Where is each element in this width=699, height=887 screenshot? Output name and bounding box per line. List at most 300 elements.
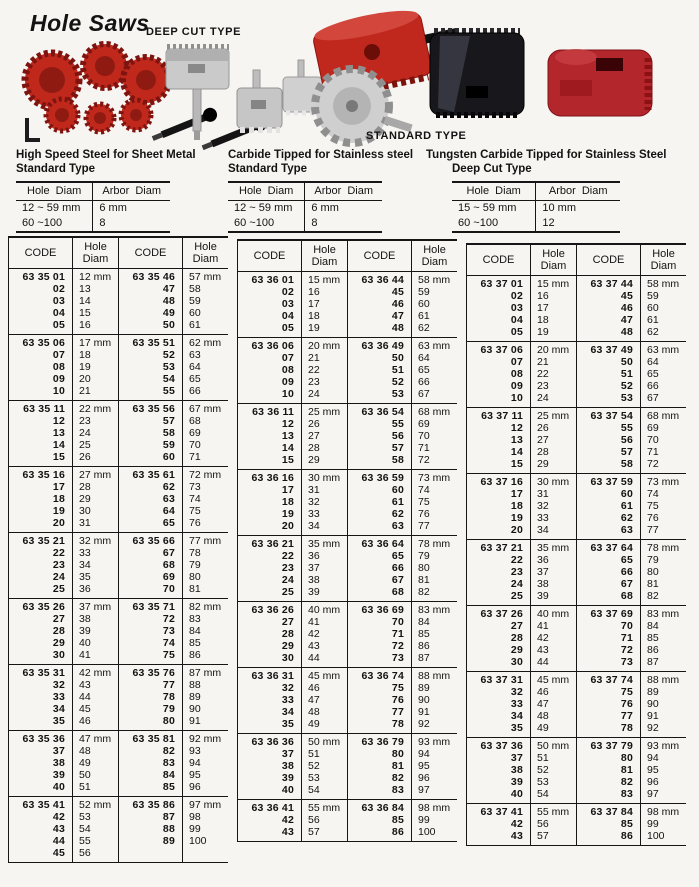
code-value: 63 36 74	[361, 670, 404, 682]
code-value: 35	[52, 715, 65, 727]
code-value: 63 37 16	[480, 476, 523, 488]
diam-value: 25	[79, 439, 91, 451]
hole-diam-cell	[301, 272, 347, 337]
code-value: 47	[162, 283, 175, 295]
diam-value: 45 mm	[537, 674, 570, 686]
code-value: 28	[281, 628, 294, 640]
diam-value: 23	[79, 415, 91, 427]
diam-value: 17	[308, 298, 320, 310]
diam-value: 71	[189, 451, 201, 463]
code-value: 58	[162, 427, 175, 439]
hole-diam-header: Hole Diam	[16, 182, 93, 201]
diam-value: 69	[647, 422, 659, 434]
code-value: 50	[162, 319, 175, 331]
code-value: 63 35 31	[22, 667, 65, 679]
diam-value: 30	[79, 505, 91, 517]
code-value: 63 35 81	[132, 733, 175, 745]
diam-value: 70	[647, 434, 659, 446]
code-value: 03	[52, 295, 65, 307]
code-value: 52	[162, 349, 175, 361]
diam-value: 20 mm	[308, 340, 341, 352]
hole-diam-cell	[182, 467, 228, 532]
diam-value: 94	[418, 748, 430, 760]
code-value: 77	[162, 679, 175, 691]
diam-value: 33	[537, 512, 549, 524]
code-cell	[347, 272, 411, 337]
diam-value: 72 mm	[189, 469, 222, 481]
code-cell	[347, 668, 411, 733]
carbide-tipped-hole-saw-photo	[237, 60, 322, 130]
hole-diam-cell	[301, 536, 347, 601]
code-value: 09	[281, 376, 294, 388]
diam-value: 84	[647, 620, 659, 632]
code-value: 12	[281, 418, 294, 430]
code-column-header: CODE	[466, 245, 530, 275]
code-value: 50	[620, 356, 633, 368]
code-cell	[237, 734, 301, 799]
diam-value: 64	[647, 356, 659, 368]
code-value: 17	[52, 481, 65, 493]
code-value: 63 35 11	[23, 403, 65, 415]
section-high-speed-steel	[16, 148, 228, 233]
hole-range: 60 ~100	[234, 217, 275, 229]
code-value: 83	[391, 784, 404, 796]
code-cell	[576, 804, 640, 845]
diam-value: 13	[79, 283, 91, 295]
code-value: 25	[510, 590, 523, 602]
code-group-2	[466, 342, 686, 408]
diam-value: 68	[189, 415, 201, 427]
diam-value: 35 mm	[537, 542, 570, 554]
hole-diam-cell	[530, 408, 576, 473]
code-value: 63 36 59	[361, 472, 404, 484]
diam-value: 56	[537, 818, 549, 830]
diam-value: 99	[647, 818, 659, 830]
code-value: 08	[281, 364, 294, 376]
diam-value: 100	[418, 826, 436, 838]
diam-value: 50	[79, 769, 91, 781]
code-value: 09	[510, 380, 523, 392]
diam-value: 72	[418, 454, 430, 466]
diam-value: 93 mm	[418, 736, 451, 748]
diam-value: 38	[537, 578, 549, 590]
diam-value: 98 mm	[647, 806, 680, 818]
code-value: 72	[162, 613, 175, 625]
code-value: 63 36 26	[251, 604, 294, 616]
code-value: 63 36 54	[361, 406, 404, 418]
diam-value: 87 mm	[189, 667, 222, 679]
code-value: 49	[162, 307, 175, 319]
code-value: 69	[162, 571, 175, 583]
diam-value: 54	[79, 823, 91, 835]
diam-value: 95	[647, 764, 659, 776]
code-group-9	[466, 804, 686, 846]
code-group-3	[237, 404, 457, 470]
code-value: 22	[281, 550, 294, 562]
diam-value: 50 mm	[537, 740, 570, 752]
diam-value: 47	[537, 698, 549, 710]
arbor-diam-header: Arbor Diam	[93, 182, 170, 201]
arbor-spec-table	[16, 181, 170, 233]
code-value: 43	[52, 823, 65, 835]
section-title: Tungsten Carbide Tipped for Stainless Steel Deep Cut Type	[426, 149, 667, 175]
code-value: 62	[391, 508, 404, 520]
diam-value: 33	[308, 508, 320, 520]
arbor-size: 12	[536, 216, 620, 232]
code-value: 46	[391, 298, 404, 310]
code-value: 53	[391, 388, 404, 400]
diam-value: 96	[189, 781, 201, 793]
code-value: 25	[52, 583, 65, 595]
hole-range: 60 ~100	[458, 217, 499, 229]
diam-value: 35 mm	[308, 538, 341, 550]
code-value: 43	[281, 826, 294, 838]
diam-value: 20 mm	[537, 344, 570, 356]
diam-value: 37	[308, 562, 320, 574]
diam-value: 24	[308, 388, 320, 400]
diam-value: 41	[79, 649, 91, 661]
code-value: 67	[391, 574, 404, 586]
code-value: 57	[391, 442, 404, 454]
diam-value: 15 mm	[537, 278, 570, 290]
code-value: 28	[510, 632, 523, 644]
code-value: 63 37 44	[590, 278, 633, 290]
black-standard-hole-saw-photo	[430, 31, 524, 115]
code-value: 12	[52, 415, 65, 427]
hole-diam-cell	[530, 606, 576, 671]
code-value: 35	[510, 722, 523, 734]
hole-diam-cell	[72, 797, 118, 862]
diam-value: 16	[308, 286, 320, 298]
code-value: 32	[52, 679, 65, 691]
diam-value: 97	[647, 788, 659, 800]
diam-value: 85	[647, 632, 659, 644]
standard-type-label: STANDARD TYPE	[366, 130, 467, 142]
diam-value: 86	[647, 644, 659, 656]
diam-value: 22	[308, 364, 320, 376]
diam-value: 89	[418, 682, 430, 694]
code-value: 63 35 51	[132, 337, 175, 349]
diam-value: 17	[537, 302, 549, 314]
diam-value: 31	[537, 488, 549, 500]
diam-value: 71	[647, 446, 659, 458]
diam-value: 57	[537, 830, 549, 842]
code-value: 17	[281, 484, 294, 496]
section-tungsten-carbide	[426, 148, 699, 233]
hole-diam-cell	[530, 474, 576, 539]
diam-value: 62	[647, 326, 659, 338]
diam-value: 26	[537, 422, 549, 434]
code-value: 71	[620, 632, 633, 644]
code-group-3	[8, 401, 228, 467]
code-cell	[8, 467, 72, 532]
diam-value: 43	[308, 640, 320, 652]
code-value: 19	[510, 512, 523, 524]
diam-value: 56	[308, 814, 320, 826]
diam-value: 92 mm	[189, 733, 222, 745]
diam-value: 36	[79, 583, 91, 595]
code-cell	[466, 474, 530, 539]
code-column-header: CODE	[8, 238, 72, 268]
code-value: 23	[52, 559, 65, 571]
diam-value: 74	[647, 488, 659, 500]
diam-value: 51	[308, 748, 320, 760]
code-value: 63 36 49	[361, 340, 404, 352]
code-block-6337	[466, 243, 686, 846]
code-value: 63 35 16	[22, 469, 65, 481]
diam-value: 51	[79, 781, 91, 793]
code-cell	[237, 602, 301, 667]
diam-value: 100	[189, 835, 207, 847]
diam-value: 39	[79, 625, 91, 637]
diam-value: 78	[189, 547, 201, 559]
diam-value: 45	[79, 703, 91, 715]
code-value: 13	[510, 434, 523, 446]
code-value: 63 35 66	[132, 535, 175, 547]
code-value: 29	[510, 644, 523, 656]
diam-value: 71	[418, 442, 430, 454]
hole-diam-cell	[72, 731, 118, 796]
code-value: 63 36 36	[251, 736, 294, 748]
code-value: 38	[510, 764, 523, 776]
diam-value: 59	[189, 295, 201, 307]
hole-diam-cell	[530, 276, 576, 341]
code-value: 63 36 01	[251, 274, 294, 286]
block-header	[466, 245, 686, 276]
diam-value: 90	[189, 703, 201, 715]
code-cell	[347, 470, 411, 535]
diam-value: 34	[79, 559, 91, 571]
diam-value: 30 mm	[308, 472, 341, 484]
code-value: 83	[162, 757, 175, 769]
diam-value: 41	[308, 616, 320, 628]
code-value: 63 36 44	[361, 274, 404, 286]
code-value: 40	[52, 781, 65, 793]
diam-value: 40 mm	[308, 604, 341, 616]
diam-value: 66	[418, 376, 430, 388]
code-value: 63 37 54	[590, 410, 633, 422]
diam-value: 36	[537, 554, 549, 566]
hole-diam-cell	[72, 269, 118, 334]
code-value: 63 37 41	[480, 806, 523, 818]
diam-value: 96	[418, 772, 430, 784]
code-group-6	[8, 599, 228, 665]
hole-saw-set-photo	[25, 44, 269, 152]
code-value: 02	[510, 290, 523, 302]
code-value: 51	[620, 368, 633, 380]
hole-diam-cell	[411, 338, 457, 403]
code-value: 63 35 71	[132, 601, 175, 613]
diam-value: 70	[189, 439, 201, 451]
diam-value: 46	[79, 715, 91, 727]
diam-value: 39	[537, 590, 549, 602]
diam-value: 83 mm	[647, 608, 680, 620]
code-value: 63 37 84	[590, 806, 633, 818]
hole-diam-cell	[72, 335, 118, 400]
code-value: 13	[281, 430, 294, 442]
hole-diam-cell	[411, 470, 457, 535]
code-value: 76	[620, 698, 633, 710]
hole-diam-cell	[72, 467, 118, 532]
code-value: 74	[162, 637, 175, 649]
code-value: 20	[52, 517, 65, 529]
diam-value: 38	[79, 613, 91, 625]
diam-value: 24	[79, 427, 91, 439]
diam-value: 69	[418, 418, 430, 430]
code-value: 70	[391, 616, 404, 628]
code-value: 80	[391, 748, 404, 760]
diam-value: 29	[79, 493, 91, 505]
hole-diam-column-header	[411, 241, 457, 271]
diam-value: 62	[418, 322, 430, 334]
hole-diam-cell	[640, 540, 686, 605]
code-group-1	[237, 272, 457, 338]
arbor-size: 10 mm	[536, 201, 620, 217]
hole-diam-header: Hole Diam	[452, 182, 536, 201]
code-value: 63 37 31	[480, 674, 523, 686]
code-value: 42	[281, 814, 294, 826]
diam-value: 25 mm	[537, 410, 570, 422]
code-cell	[8, 797, 72, 862]
diam-value: 21	[79, 385, 91, 397]
code-value: 33	[52, 691, 65, 703]
diam-value: 50 mm	[308, 736, 341, 748]
diam-value: 34	[308, 520, 320, 532]
arbor-size: 8	[93, 216, 170, 232]
hole-diam-header-line: Diam	[311, 256, 338, 268]
diam-value: 67	[418, 388, 430, 400]
code-value: 75	[162, 649, 175, 661]
code-value: 22	[510, 554, 523, 566]
code-value: 42	[510, 818, 523, 830]
code-value: 65	[162, 517, 175, 529]
diam-value: 18	[537, 314, 549, 326]
code-value: 78	[391, 718, 404, 730]
code-value: 63 35 06	[22, 337, 65, 349]
diam-value: 80	[647, 566, 659, 578]
code-group-3	[466, 408, 686, 474]
code-value: 63 36 21	[251, 538, 294, 550]
code-value: 05	[52, 319, 65, 331]
hole-diam-cell	[182, 797, 228, 862]
hole-diam-column-header	[640, 245, 686, 275]
code-value: 68	[162, 559, 175, 571]
diam-value: 77	[418, 520, 430, 532]
code-value: 07	[510, 356, 523, 368]
diam-value: 99	[418, 814, 430, 826]
code-value: 66	[391, 562, 404, 574]
code-value: 72	[620, 644, 633, 656]
diam-value: 78 mm	[418, 538, 451, 550]
code-value: 77	[391, 706, 404, 718]
diam-value: 57	[308, 826, 320, 838]
arbor-diam-header: Arbor Diam	[536, 182, 620, 201]
diam-value: 27 mm	[79, 469, 112, 481]
code-cell	[576, 474, 640, 539]
code-value: 54	[162, 373, 175, 385]
code-cell	[237, 536, 301, 601]
code-value: 64	[162, 505, 175, 517]
diam-value: 51	[537, 752, 549, 764]
diam-value: 14	[79, 295, 91, 307]
code-value: 63 37 59	[590, 476, 633, 488]
diam-value: 44	[308, 652, 320, 664]
diam-value: 19	[79, 361, 91, 373]
code-group-9	[8, 797, 228, 863]
code-value: 63 37 36	[480, 740, 523, 752]
diam-value: 38	[308, 574, 320, 586]
diam-value: 34	[537, 524, 549, 536]
code-cell	[347, 536, 411, 601]
code-value: 19	[52, 505, 65, 517]
diam-value: 86	[189, 649, 201, 661]
code-value: 55	[391, 418, 404, 430]
code-value: 53	[162, 361, 175, 373]
arbor-diam-header: Arbor Diam	[305, 182, 382, 201]
code-cell	[237, 338, 301, 403]
code-value: 34	[52, 703, 65, 715]
code-value: 81	[620, 764, 633, 776]
code-value: 63 36 79	[361, 736, 404, 748]
code-cell	[237, 272, 301, 337]
code-value: 52	[620, 380, 633, 392]
code-value: 73	[391, 652, 404, 664]
code-value: 63 35 86	[132, 799, 175, 811]
diam-value: 18	[79, 349, 91, 361]
diam-value: 60	[189, 307, 201, 319]
code-group-8	[466, 738, 686, 804]
code-value: 33	[510, 698, 523, 710]
code-value: 04	[281, 310, 294, 322]
diam-value: 86	[418, 640, 430, 652]
code-value: 47	[620, 314, 633, 326]
diam-value: 29	[308, 454, 320, 466]
code-value: 25	[281, 586, 294, 598]
code-value: 40	[281, 784, 294, 796]
code-value: 78	[162, 691, 175, 703]
code-value: 63 37 06	[480, 344, 523, 356]
diam-value: 97 mm	[189, 799, 222, 811]
spec-sections	[16, 148, 699, 233]
code-value: 63 35 41	[22, 799, 65, 811]
code-cell	[576, 606, 640, 671]
code-cell	[576, 738, 640, 803]
diam-value: 73 mm	[647, 476, 680, 488]
diam-value: 49	[79, 757, 91, 769]
code-cell	[466, 276, 530, 341]
diam-value: 100	[647, 830, 665, 842]
code-group-2	[8, 335, 228, 401]
hole-diam-cell	[301, 404, 347, 469]
code-cell	[466, 606, 530, 671]
code-value: 81	[391, 760, 404, 772]
code-value: 34	[510, 710, 523, 722]
code-group-8	[237, 734, 457, 800]
code-value: 62	[162, 481, 175, 493]
code-value: 18	[52, 493, 65, 505]
code-column-header: CODE	[237, 241, 301, 271]
code-value: 66	[620, 566, 633, 578]
code-cell	[347, 404, 411, 469]
code-value: 65	[391, 550, 404, 562]
hole-diam-cell	[301, 602, 347, 667]
diam-value: 94	[189, 757, 201, 769]
code-group-1	[8, 269, 228, 335]
diam-value: 37	[537, 566, 549, 578]
hole-diam-header-line: Hole	[652, 248, 675, 260]
code-group-4	[466, 474, 686, 540]
diam-value: 52	[537, 764, 549, 776]
